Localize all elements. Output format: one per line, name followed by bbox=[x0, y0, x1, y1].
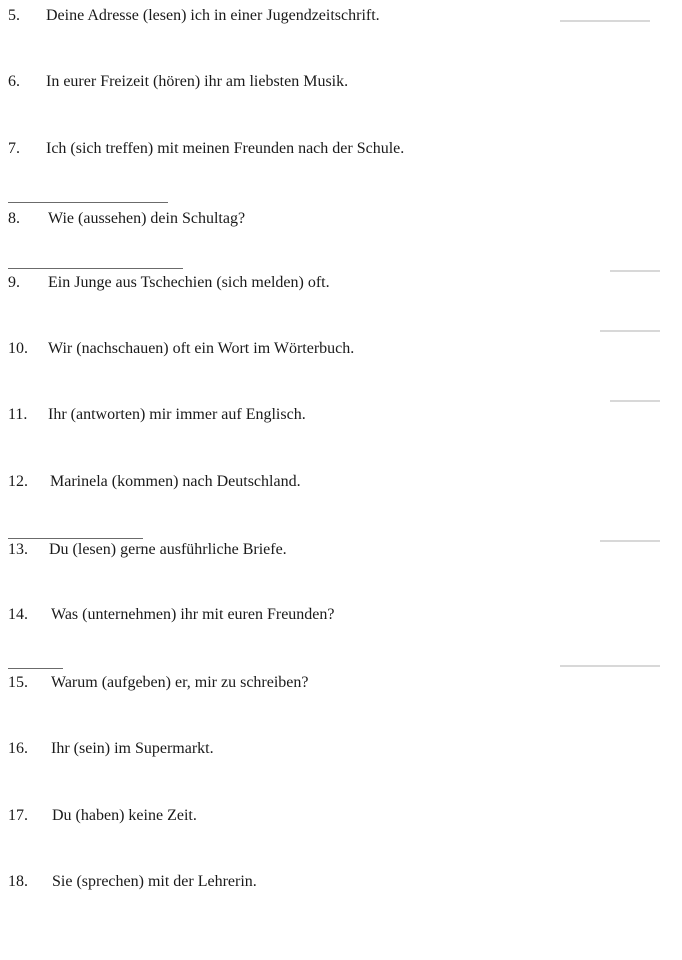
exercise-17 bbox=[8, 806, 197, 826]
exercise-sentence: Ihr (antworten) mir immer auf Englisch. bbox=[48, 406, 306, 423]
answer-line bbox=[8, 268, 183, 269]
exercise-6 bbox=[8, 72, 348, 92]
exercise-number: 18. bbox=[8, 873, 28, 890]
exercise-sentence: Du (lesen) gerne ausführliche Briefe. bbox=[49, 541, 287, 558]
exercise-sentence: Marinela (kommen) nach Deutschland. bbox=[50, 473, 301, 490]
exercise-number: 5. bbox=[8, 7, 20, 24]
exercise-number: 15. bbox=[8, 674, 28, 691]
exercise-number: 11. bbox=[8, 406, 28, 423]
answer-line bbox=[8, 538, 143, 539]
scan-artifact bbox=[610, 270, 660, 272]
answer-line bbox=[8, 668, 63, 669]
exercise-9 bbox=[8, 273, 330, 293]
exercise-sentence: Du (haben) keine Zeit. bbox=[52, 807, 197, 824]
scan-artifact bbox=[560, 665, 660, 667]
exercise-14 bbox=[8, 605, 335, 625]
exercise-number: 9. bbox=[8, 274, 20, 291]
exercise-8 bbox=[8, 209, 245, 229]
exercise-13 bbox=[8, 540, 287, 560]
exercise-sentence: Warum (aufgeben) er, mir zu schreiben? bbox=[51, 674, 309, 691]
exercise-sentence: Sie (sprechen) mit der Lehrerin. bbox=[52, 873, 257, 890]
exercise-sentence: In eurer Freizeit (hören) ihr am liebsten Musik. bbox=[46, 73, 349, 90]
exercise-number: 13. bbox=[8, 541, 28, 558]
exercise-15 bbox=[8, 673, 309, 693]
scan-artifact bbox=[560, 20, 650, 22]
exercise-12 bbox=[8, 472, 301, 492]
exercise-sentence: Ihr (sein) im Supermarkt. bbox=[51, 740, 214, 757]
exercise-18 bbox=[8, 872, 257, 892]
scan-artifact bbox=[600, 330, 660, 332]
answer-line bbox=[8, 202, 168, 203]
exercise-number: 10. bbox=[8, 340, 28, 357]
exercise-16 bbox=[8, 739, 214, 759]
exercise-5 bbox=[8, 6, 380, 26]
exercise-sentence: Deine Adresse (lesen) ich in einer Jugendzeitschrift. bbox=[46, 7, 380, 24]
scan-artifact bbox=[600, 540, 660, 542]
exercise-number: 14. bbox=[8, 606, 28, 623]
exercise-number: 17. bbox=[8, 807, 28, 824]
exercise-sentence: Wir (nachschauen) oft ein Wort im Wörterbuch. bbox=[48, 340, 355, 357]
exercise-10 bbox=[8, 339, 354, 359]
exercise-number: 16. bbox=[8, 740, 28, 757]
exercise-sentence: Was (unternehmen) ihr mit euren Freunden? bbox=[51, 606, 335, 623]
exercise-11 bbox=[8, 405, 306, 425]
exercise-number: 12. bbox=[8, 473, 28, 490]
exercise-number: 8. bbox=[8, 210, 20, 227]
exercise-number: 6. bbox=[8, 73, 20, 90]
exercise-sentence: Wie (aussehen) dein Schultag? bbox=[48, 210, 246, 227]
exercise-sentence: Ein Junge aus Tschechien (sich melden) oft. bbox=[48, 274, 330, 291]
exercise-7 bbox=[8, 139, 404, 159]
scan-artifact bbox=[610, 400, 660, 402]
exercise-sentence: Ich (sich treffen) mit meinen Freunden nach der Schule. bbox=[46, 140, 405, 157]
exercise-number: 7. bbox=[8, 140, 20, 157]
